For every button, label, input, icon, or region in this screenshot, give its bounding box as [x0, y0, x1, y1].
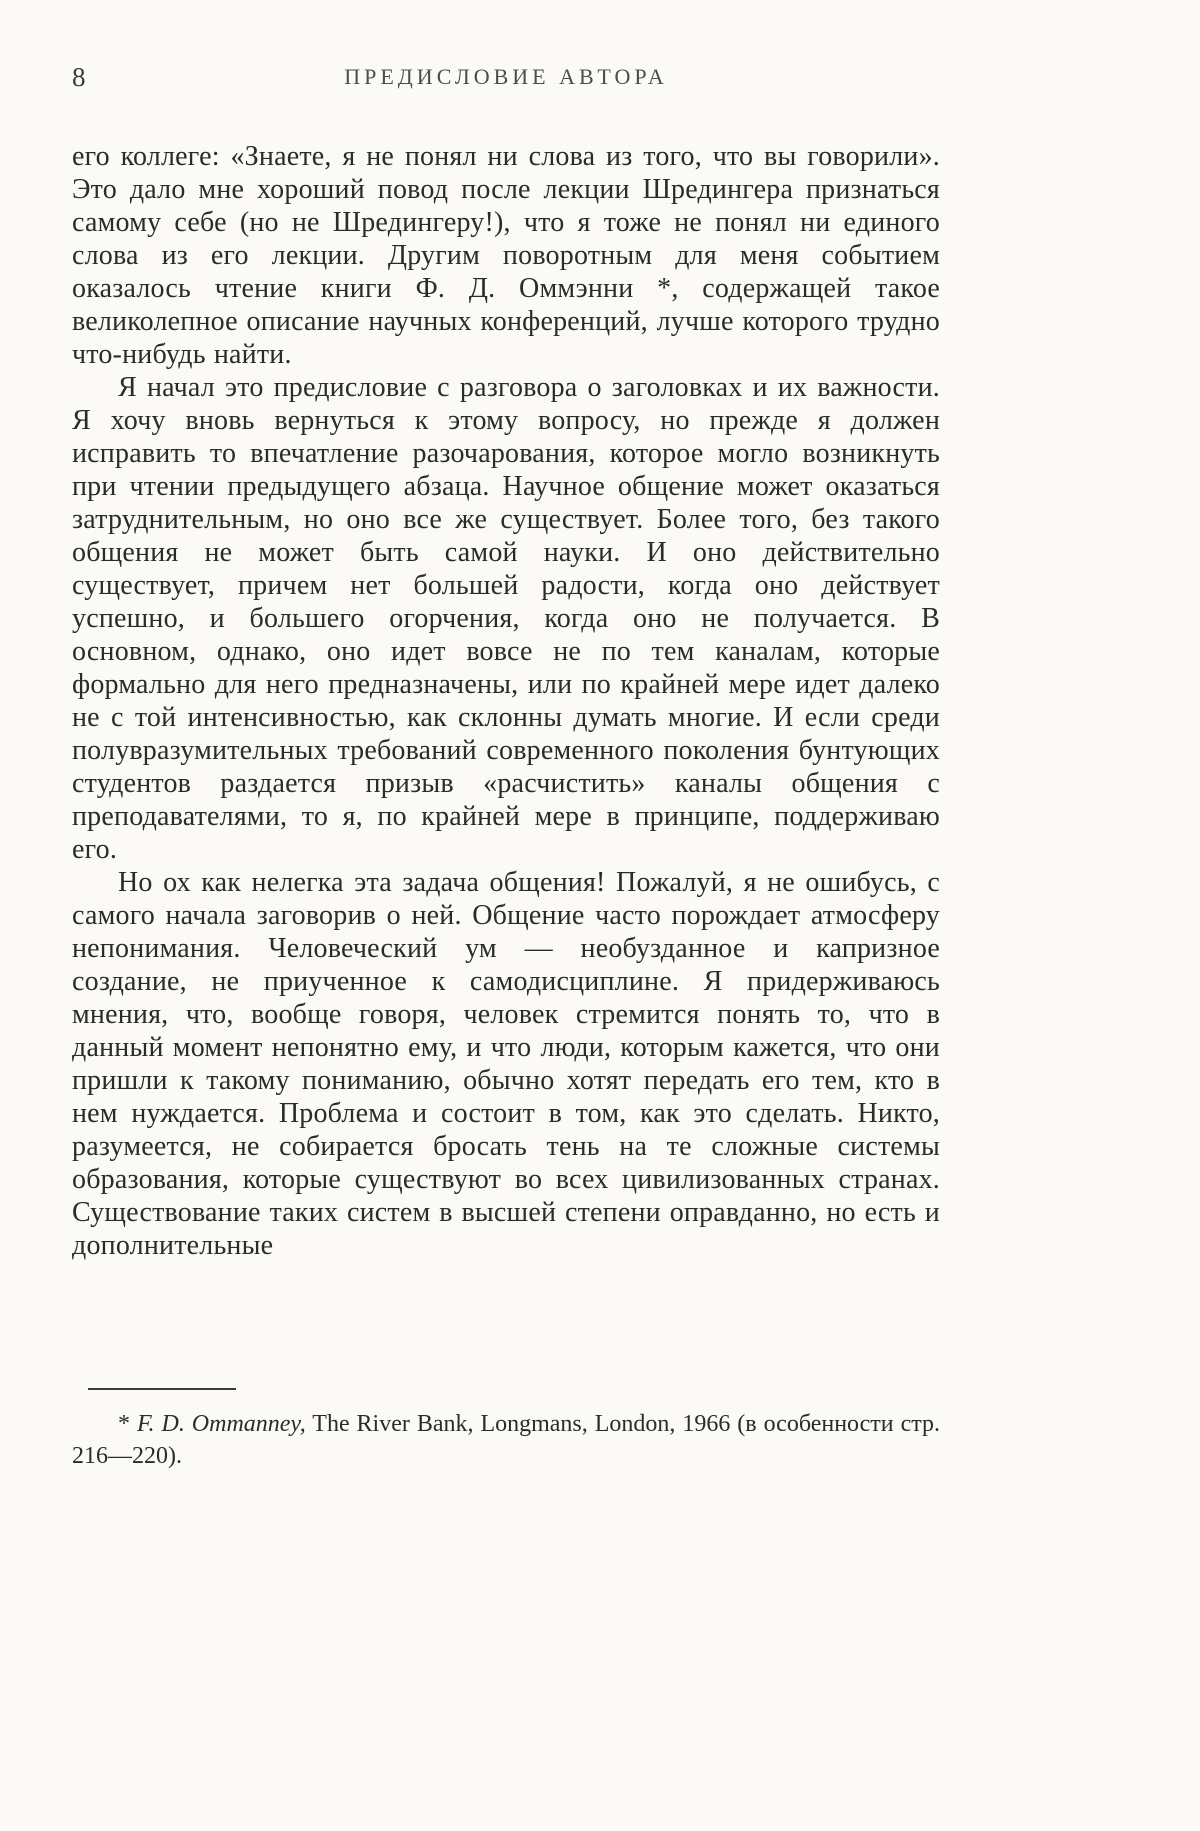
body-text	[72, 140, 940, 1262]
footnote-block	[72, 1388, 940, 1472]
footnote-marker: *	[118, 1411, 137, 1437]
footnote	[72, 1408, 940, 1472]
paragraph: Но ох как нелегка эта задача общения! Пожалуй, я не ошибусь, с самого начала заговорив о ней. Общение часто порождает атмосферу непонимания. Человеческий ум — необузданное и капризное создание, не приученное к самодисциплине. Я придерживаюсь мнения, что, вообще говоря, человек стремится понять то, что в данный момент непонятно ему, и что люди, которым кажется, что они пришли к такому пониманию, обычно хотят передать его тем, кто в нем нуждается. Проблема и состоит в том, как это сделать. Никто, разумеется, не собирается бросать тень на те сложные системы образования, которые существуют во всех цивилизованных странах. Существование таких систем в высшей степени оправданно, но есть и дополнительные	[72, 867, 940, 1261]
running-head	[72, 58, 940, 98]
running-header-title: ПРЕДИСЛОВИЕ АВТОРА	[344, 64, 668, 89]
footnote-separator-rule	[88, 1388, 236, 1390]
text-column	[72, 58, 940, 1262]
footnote-author: F. D. Ommanney,	[136, 1411, 306, 1437]
page-number: 8	[72, 62, 86, 92]
paragraph: Я начал это предисловие с разговора о заголовках и их важности. Я хочу вновь вернуться к этому вопросу, но прежде я должен исправить то впечатление разочарования, которое могло возникнуть при чтении предыдущего абзаца. Научное общение может оказаться затруднительным, но оно все же существует. Более того, без такого общения не может быть самой науки. И оно действительно существует, причем нет большей радости, когда оно действует успешно, и большего огорчения, когда оно не получается. В основном, однако, оно идет вовсе не по тем каналам, которые формально для него предназначены, или по крайней мере идет далеко не с той интенсивностью, как склонны думать многие. И если среди полувразумительных требований современного поколения бунтующих студентов раздается призыв «расчистить» каналы общения с преподавателями, то я, по крайней мере в принципе, поддерживаю его.	[72, 372, 940, 865]
footnote-reference-text: The River Bank, Longmans, London, 1966 (в особенности стр. 216—220).	[72, 1411, 941, 1469]
paragraph-continuation: его коллеге: «Знаете, я не понял ни слова из того, что вы говорили». Это дало мне хороший повод после лекции Шредингера признаться самому себе (но не Шредингеру!), что я тоже не понял ни единого слова из его лекции. Другим поворотным для меня событием оказалось чтение книги Ф. Д. Оммэнни *, содержащей такое великолепное описание научных конференций, лучше которого трудно что-нибудь найти.	[72, 141, 940, 370]
